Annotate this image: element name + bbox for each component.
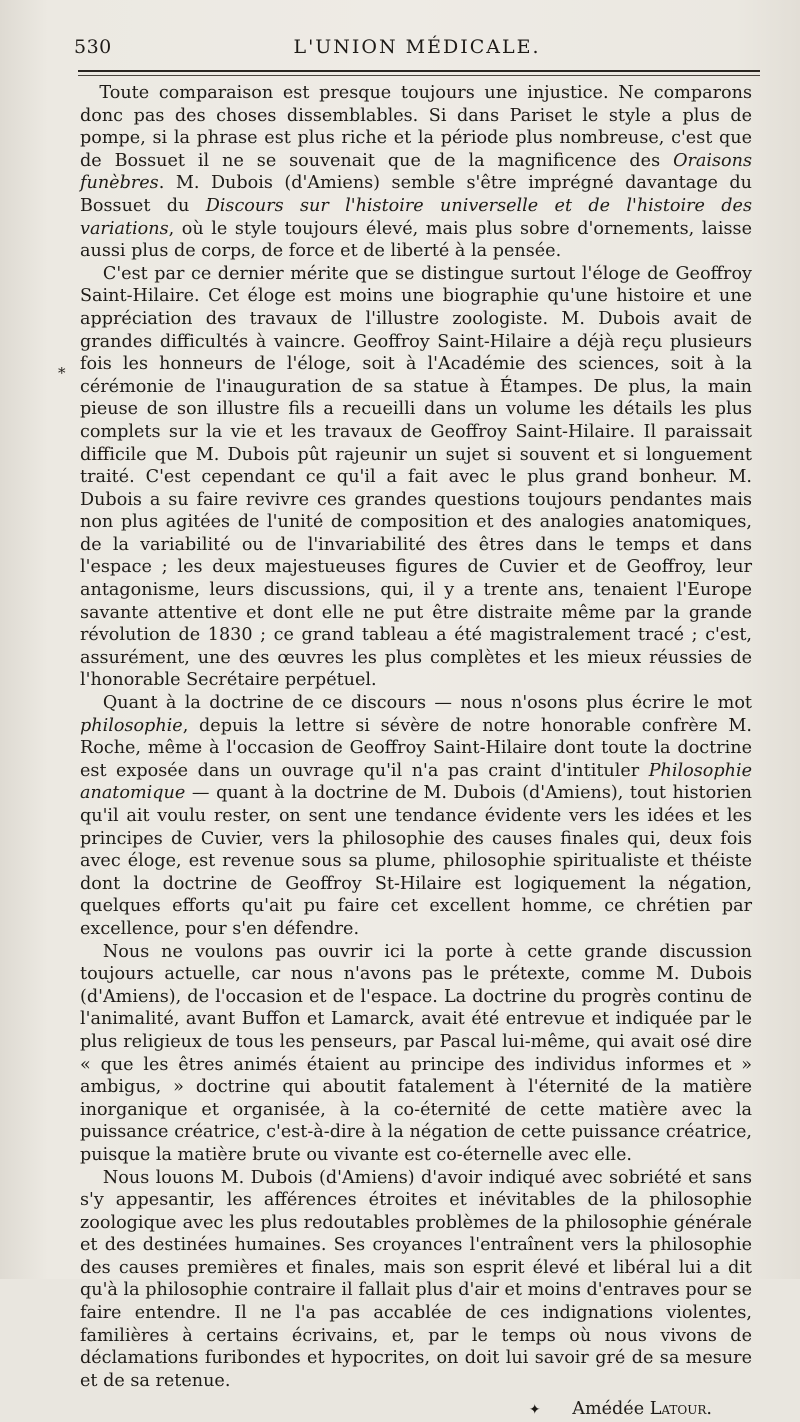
- article-paragraph: [80, 941, 752, 1167]
- italic-title-text: philosophie: [80, 715, 183, 736]
- journal-title: L'UNION MÉDICALE.: [293, 36, 541, 58]
- signature-last-name: Latour.: [649, 1399, 712, 1420]
- article-paragraph: [80, 263, 752, 692]
- signature: [80, 1398, 752, 1422]
- article-paragraph: [80, 692, 752, 941]
- signature-first-name: Amédée: [572, 1399, 645, 1420]
- article-body: [80, 82, 752, 1422]
- margin-mark: *: [58, 364, 66, 382]
- paragraph-text: . M. Dubois (d'Amiens) semble s'être imprégné davantage du Bossuet du: [80, 173, 752, 216]
- running-head: [74, 30, 760, 64]
- paragraph-text: , où le style toujours élevé, mais plus sobre d'ornements, laisse aussi plus de corps, de force et de liberté à la pensée.: [80, 218, 752, 262]
- paragraph-text: — quant à la doctrine de M. Dubois (d'Amiens), tout historien qu'il ait voulu rester, on sent une tendance évidente vers les idées et les principes de Cuvier, vers la philosophie des causes finales qui, deux fois avec éloge, est revenue sous sa plume, philosophie spiritualiste et théiste dont la doctrine de Geoffroy St-Hilaire est logiquement la négation, quelques efforts qu'ait pu faire cet excellent homme, ce chrétien par excellence, pour s'en défendre.: [80, 783, 752, 939]
- paragraph-text: , depuis la lettre si sévère de notre honorable confrère M. Roche, même à l'occasion de Geoffroy Saint-Hilaire dont toute la doctrine est exposée dans un ouvrage qu'il n'a pas craint d'intituler: [80, 715, 752, 781]
- header-rule-thin: [78, 75, 760, 76]
- paragraph-text: Quant à la doctrine de ce discours — nous n'osons plus écrire le mot: [102, 693, 752, 714]
- italic-title-text: Philosophie anatomique: [80, 760, 752, 804]
- italic-title-text: Oraisons funèbres: [80, 150, 752, 194]
- star-ornament-icon: ✦: [528, 1402, 541, 1419]
- paragraph-text: Toute comparaison est presque toujours une injustice. Ne comparons donc pas des choses dissemblables. Si dans Pariset le style a plus de pompe, si la phrase est plus riche et la période plus nombreuse, c'est que de Bossuet il ne se souvenait que de la magnificence des: [80, 83, 752, 171]
- page-number: 530: [74, 36, 112, 58]
- paragraph-text: Nous louons M. Dubois (d'Amiens) d'avoir indiqué avec sobriété et sans s'y appesantir, les afférences étroites et inévitables de la philosophie zoologique avec les plus redoutables problèmes de la philosophie générale et des destinées humaines. Ses croyances l'entraînent vers la philosophie des causes premières et finales, mais son esprit élevé et libéral lui a dit qu'à la philosophie contraire il fallait plus d'air et moins d'entraves pour se faire entendre. Il ne l'a pas accablée de ces indignations violentes, familières à certains écrivains, et, par le temps où nous vivons de déclamations furibondes et hypocrites, on doit lui savoir gré de sa mesure et de sa retenue.: [80, 1167, 752, 1391]
- paragraph-text: C'est par ce dernier mérite que se distingue surtout l'éloge de Geoffroy Saint-Hilaire. Cet éloge est moins une biographie qu'une histoire et une appréciation des travaux de l'illustre zoologiste. M. Dubois avait de grandes difficultés à vaincre. Geoffroy Saint-Hilaire a déjà reçu plusieurs fois les honneurs de l'éloge, soit à l'Académie des sciences, soit à la cérémonie de l'inauguration de sa statue à Étampes. De plus, la main pieuse de son illustre fils a recueilli dans un volume les détails les plus complets sur la vie et les travaux de Geoffroy Saint-Hilaire. Il paraissait difficile que M. Dubois pût rajeunir un sujet si souvent et si longuement traité. C'est cependant ce qu'il a fait avec le plus grand bonheur. M. Dubois a su faire revivre ces grandes questions toujours pendantes mais non plus agitées de l'unité de composition et des analogies anatomiques, de la variabilité ou de l'invariabilité des êtres dans le temps et dans l'espace ; les deux majestueuses figures de Cuvier et de Geoffroy, leur antagonisme, leurs discussions, qui, il y a trente ans, tenaient l'Europe savante attentive et dont elle ne put être distraite même par la grande révolution de 1830 ; ce grand tableau a été magistralement tracé ; c'est, assurément, une des œuvres les plus complètes et les mieux réussies de l'honorable Secrétaire perpétuel.: [80, 263, 752, 691]
- header-rule: [78, 70, 760, 72]
- italic-title-text: Discours sur l'histoire universelle et de l'histoire des variations: [80, 195, 752, 239]
- article-paragraph: [80, 1167, 752, 1393]
- paragraph-text: Nous ne voulons pas ouvrir ici la porte à cette grande discussion toujours actuelle, car nous n'avons pas le prétexte, comme M. Dubois (d'Amiens), de l'occasion et de l'espace. La doctrine du progrès continu de l'animalité, avant Buffon et Lamarck, avait été entrevue et indiquée par le plus religieux de tous les penseurs, par Pascal lui-même, qui avait osé dire « que les êtres animés étaient au principe des individus informes et » ambigus, » doctrine qui aboutit fatalement à l'éternité de la matière inorganique et organisée, à la co-éternité de cette matière avec la puissance créatrice, c'est-à-dire à la négation de cette puissance créatrice, puisque la matière brute ou vivante est co-éternelle avec elle.: [80, 941, 752, 1165]
- article-paragraph: [80, 82, 752, 263]
